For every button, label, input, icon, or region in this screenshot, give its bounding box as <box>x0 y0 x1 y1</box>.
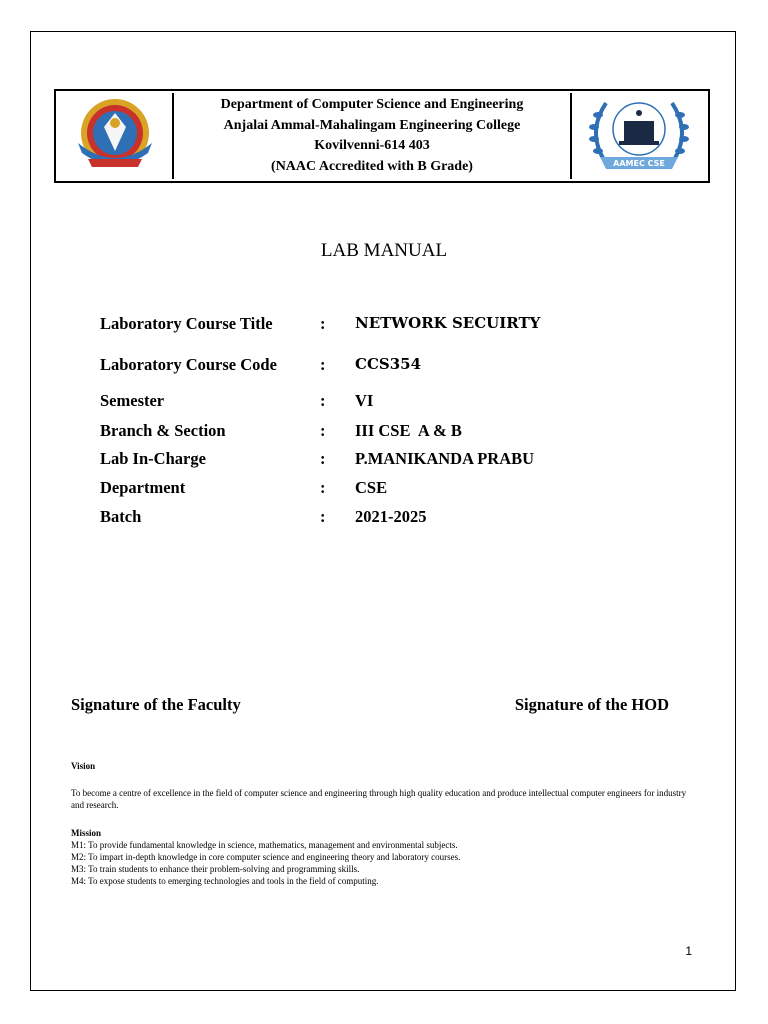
field-colon: : <box>320 507 326 526</box>
field-value: NETWORK SECUIRTY <box>355 314 541 332</box>
mission-list <box>71 839 691 887</box>
faculty-signature-label: Signature of the Faculty <box>71 695 241 714</box>
field-colon: : <box>320 314 326 333</box>
mission-item: M4: To expose students to emerging technologies and tools in the field of computing. <box>71 876 379 886</box>
mission-item: M1: To provide fundamental knowledge in science, mathematics, management and environmental subjects. <box>71 840 458 850</box>
header-box <box>54 89 710 183</box>
header-college: Anjalai Ammal-Mahalingam Engineering College <box>223 117 521 133</box>
mission-item: M3: To train students to enhance their problem-solving and programming skills. <box>71 864 360 874</box>
field-colon: : <box>320 449 326 468</box>
header-address: Kovilvenni-614 403 <box>314 138 430 153</box>
field-label: Laboratory Course Code <box>100 355 277 374</box>
field-label: Batch <box>100 507 142 526</box>
field-value: III CSE A & B <box>355 421 462 440</box>
field-colon: : <box>320 421 326 440</box>
field-value: 2021-2025 <box>355 507 427 526</box>
college-logo-left <box>58 93 174 179</box>
header-accreditation: (NAAC Accredited with B Grade) <box>271 158 473 174</box>
field-value: P.MANIKANDA PRABU <box>355 449 535 468</box>
field-label: Lab In-Charge <box>100 449 206 468</box>
field-value: CCS354 <box>355 355 422 373</box>
mission-item: M2: To impart in-depth knowledge in core computer science and engineering theory and laboratory courses. <box>71 852 461 862</box>
field-colon: : <box>320 391 326 410</box>
vision-text: To become a centre of excellence in the field of computer science and engineering through high quality education and produce intellectual computer engineers for industry and research. <box>71 788 687 810</box>
department-logo-right <box>570 93 706 179</box>
college-emblem-icon <box>58 93 172 179</box>
page-number: 1 <box>685 944 692 958</box>
field-label: Laboratory Course Title <box>100 314 273 333</box>
header-department: Department of Computer Science and Engineering <box>220 97 524 112</box>
field-label: Semester <box>100 391 165 410</box>
hod-signature-label: Signature of the HOD <box>514 695 669 714</box>
field-value: VI <box>355 391 374 410</box>
department-emblem-icon <box>572 93 706 179</box>
field-colon: : <box>320 478 326 497</box>
field-label: Department <box>100 478 186 497</box>
vision-heading: Vision <box>71 761 96 771</box>
header-text <box>176 95 568 177</box>
department-logo-text: AAMEC CSE <box>613 159 665 168</box>
field-label: Branch & Section <box>100 421 226 440</box>
field-value: CSE <box>355 478 388 497</box>
page-title: LAB MANUAL <box>320 240 448 261</box>
mission-heading: Mission <box>71 828 102 838</box>
field-colon: : <box>320 355 326 374</box>
